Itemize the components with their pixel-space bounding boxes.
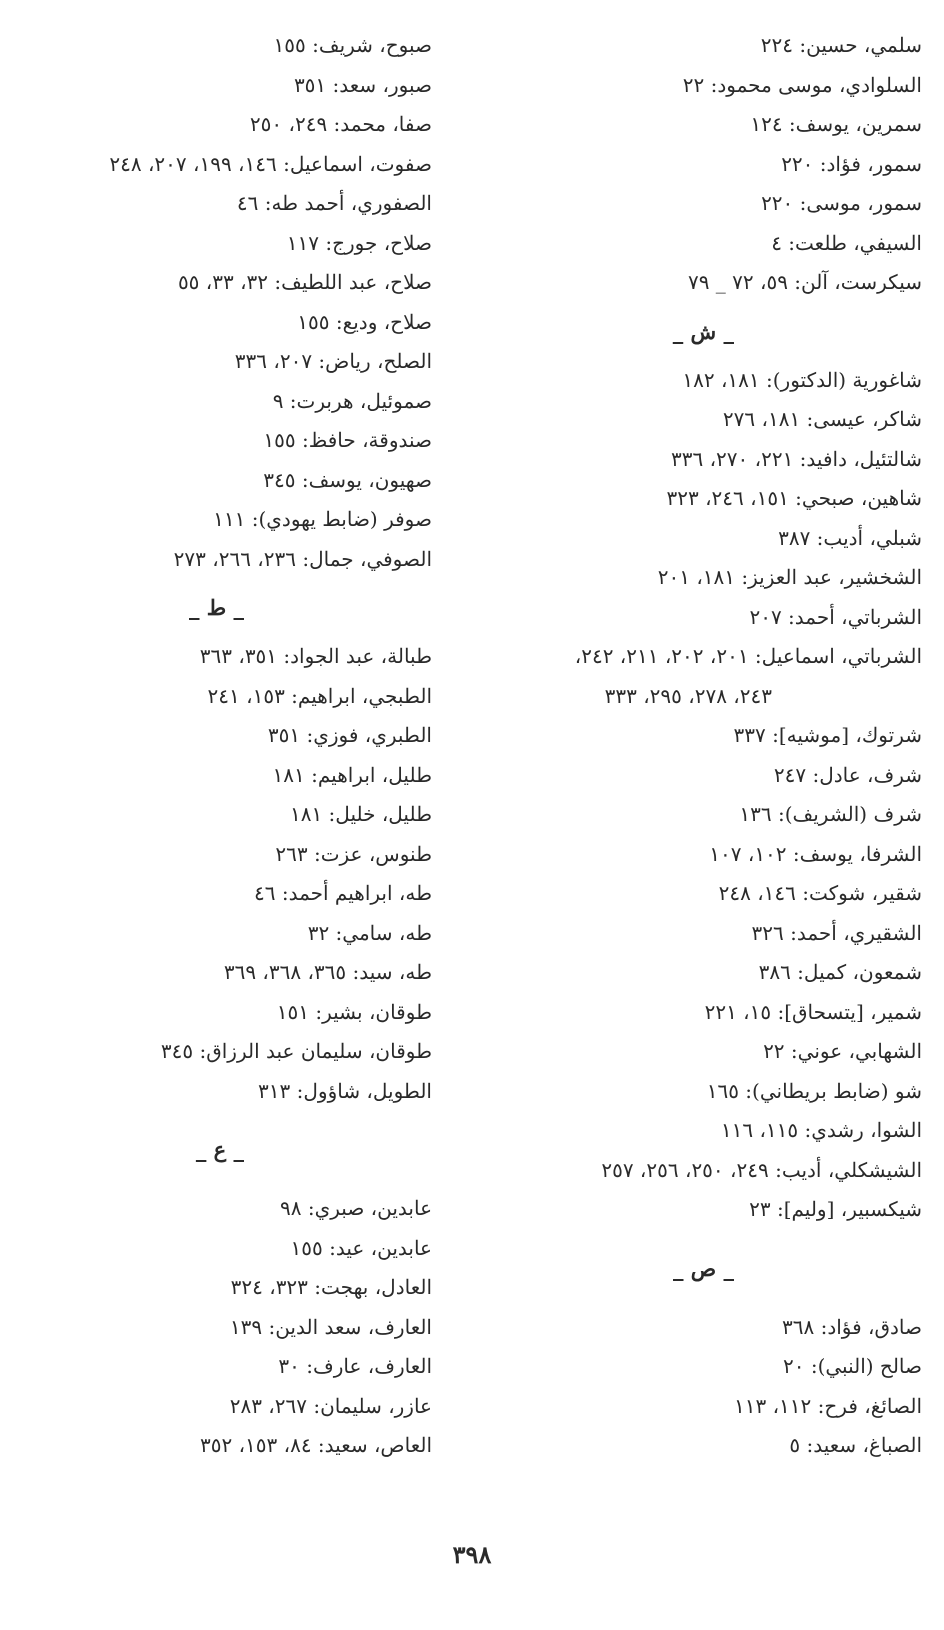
index-entry: شو (ضابط بريطاني): ١٦٥ xyxy=(706,1078,922,1103)
index-entry: طه، سيد: ٣٦٥، ٣٦٨، ٣٦٩ xyxy=(223,960,432,984)
index-entry: طه، ابراهيم أحمد: ٤٦ xyxy=(254,881,432,905)
index-entry: صبور، سعد: ٣٥١ xyxy=(293,72,432,97)
index-entry: صلاح، جورج: ١١٧ xyxy=(286,230,432,255)
index-entry: الصوفي، جمال: ٢٣٦، ٢٦٦، ٢٧٣ xyxy=(173,546,432,571)
index-entry: طوقان، بشير: ١٥١ xyxy=(276,999,432,1024)
index-entry: الشقيري، أحمد: ٣٢٦ xyxy=(751,920,922,945)
index-entry: سمرين، يوسف: ١٢٤ xyxy=(750,112,922,136)
index-entry: صندوقة، حافظ: ١٥٥ xyxy=(263,428,432,452)
index-entry: العاص، سعيد: ٨٤، ١٥٣، ٣٥٢ xyxy=(200,1433,432,1457)
index-entry: الطويل، شاؤول: ٣١٣ xyxy=(258,1078,432,1103)
index-entry-continuation: ٢٤٣، ٢٧٨، ٢٩٥، ٣٣٣ xyxy=(604,683,772,708)
index-entry: شاكر، عيسى: ١٨١، ٢٧٦ xyxy=(722,407,922,431)
index-entry: العارف، عارف: ٣٠ xyxy=(278,1354,432,1378)
index-entry: العادل، بهجت: ٣٢٣، ٣٢٤ xyxy=(230,1275,432,1299)
index-entry: صادق، فؤاد: ٣٦٨ xyxy=(782,1314,922,1339)
letter-section-heading: _ ط _ xyxy=(188,595,244,620)
index-entry: شرف، عادل: ٢٤٧ xyxy=(773,762,922,787)
index-entry: سلمي، حسين: ٢٢٤ xyxy=(760,33,922,57)
index-entry: سيكرست، آلن: ٥٩، ٧٢ _ ٧٩ xyxy=(687,270,922,294)
index-entry: طبالة، عبد الجواد: ٣٥١، ٣٦٣ xyxy=(199,644,432,668)
index-column-right xyxy=(452,26,922,1466)
index-entry: عازر، سليمان: ٢٦٧، ٢٨٣ xyxy=(229,1393,432,1418)
index-entry: شمير، [يتسحاق]: ١٥، ٢٢١ xyxy=(704,999,922,1024)
index-entry: صوفر (ضابط يهودي): ١١١ xyxy=(213,507,432,531)
index-entry: السيفي، طلعت: ٤ xyxy=(771,230,922,255)
index-entry: الشرباتي، اسماعيل: ٢٠١، ٢٠٢، ٢١١، ٢٤٢، xyxy=(574,644,922,668)
index-entry: الشخشير، عبد العزيز: ١٨١، ٢٠١ xyxy=(657,565,922,589)
index-column-left xyxy=(14,26,432,1466)
index-entry: صموئيل، هربرت: ٩ xyxy=(272,388,432,413)
index-entry: الشوا، رشدي: ١١٥، ١١٦ xyxy=(720,1118,922,1142)
index-entry: الصائغ، فرح: ١١٢، ١١٣ xyxy=(734,1393,922,1418)
index-entry: طليل، ابراهيم: ١٨١ xyxy=(272,762,432,787)
index-entry: صلاح، وديع: ١٥٥ xyxy=(297,309,432,334)
index-entry: عابدين، عيد: ١٥٥ xyxy=(290,1235,432,1260)
index-entry: الشرفا، يوسف: ١٠٢، ١٠٧ xyxy=(709,841,922,866)
index-entry: صلاح، عبد اللطيف: ٣٢، ٣٣، ٥٥ xyxy=(177,270,432,294)
index-entry: صفوت، اسماعيل: ١٤٦، ١٩٩، ٢٠٧، ٢٤٨ xyxy=(109,151,432,176)
index-entry: الشرباتي، أحمد: ٢٠٧ xyxy=(749,604,922,629)
index-entry: الشيشكلي، أديب: ٢٤٩، ٢٥٠، ٢٥٦، ٢٥٧ xyxy=(601,1157,922,1182)
index-entry: الصفوري، أحمد طه: ٤٦ xyxy=(236,191,432,215)
index-entry: الصباغ، سعيد: ٥ xyxy=(789,1433,922,1457)
letter-section-heading: _ ع _ xyxy=(195,1137,244,1162)
index-entry: الصلح، رياض: ٢٠٧، ٣٣٦ xyxy=(234,349,432,373)
index-entry: شبلي، أديب: ٣٨٧ xyxy=(778,525,922,550)
index-entry: طوقان، سليمان عبد الرزاق: ٣٤٥ xyxy=(160,1039,432,1063)
index-entry: طه، سامي: ٣٢ xyxy=(307,920,432,945)
index-entry: سمور، فؤاد: ٢٢٠ xyxy=(781,151,922,176)
index-entry: عابدين، صبري: ٩٨ xyxy=(280,1196,432,1220)
index-entry: شالتئيل، دافيد: ٢٢١، ٢٧٠، ٣٣٦ xyxy=(671,446,922,471)
letter-section-heading: _ ص _ xyxy=(672,1255,734,1281)
index-entry: السلوادي، موسى محمود: ٢٢ xyxy=(682,72,922,97)
index-entry: شاهين، صبحي: ١٥١، ٢٤٦، ٣٢٣ xyxy=(666,486,922,510)
index-entry: صهيون، يوسف: ٣٤٥ xyxy=(263,467,432,492)
index-entry: صالح (النبي): ٢٠ xyxy=(782,1354,922,1378)
index-entry: الشهابي، عوني: ٢٢ xyxy=(763,1039,922,1063)
index-entry: الطبري، فوزي: ٣٥١ xyxy=(267,723,432,747)
index-entry: صبوح، شريف: ١٥٥ xyxy=(273,33,432,57)
index-entry: صفا، محمد: ٢٤٩، ٢٥٠ xyxy=(249,112,432,136)
index-entry: شمعون، كميل: ٣٨٦ xyxy=(758,960,922,984)
index-entry: طليل، خليل: ١٨١ xyxy=(289,802,432,826)
index-entry: سمور، موسى: ٢٢٠ xyxy=(761,191,922,215)
index-entry: شقير، شوكت: ١٤٦، ٢٤٨ xyxy=(718,881,922,905)
index-entry: شاغورية (الدكتور): ١٨١، ١٨٢ xyxy=(682,367,922,392)
index-entry: شرتوك، [موشيه]: ٣٣٧ xyxy=(733,723,922,747)
index-entry: الطبجي، ابراهيم: ١٥٣، ٢٤١ xyxy=(207,683,432,708)
index-entry: العارف، سعد الدين: ١٣٩ xyxy=(229,1314,432,1339)
index-entry: شيكسبير، [وليم]: ٢٣ xyxy=(749,1197,922,1221)
index-entry: شرف (الشريف): ١٣٦ xyxy=(739,802,922,826)
index-entry: طنوس، عزت: ٢٦٣ xyxy=(275,841,432,866)
page-number: ٣٩٨ xyxy=(452,1540,492,1569)
letter-section-heading: _ ش _ xyxy=(672,318,734,344)
